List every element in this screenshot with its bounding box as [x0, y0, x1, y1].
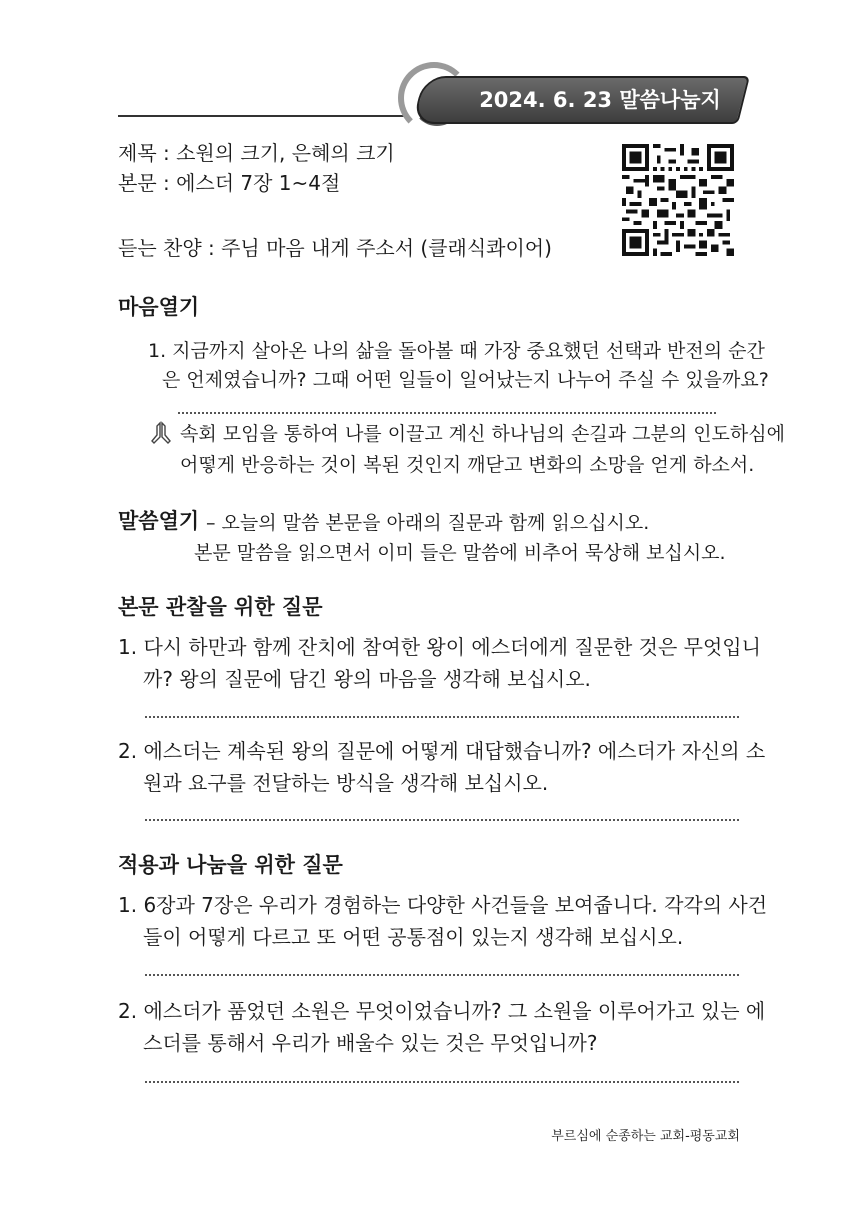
- observation-heading: 본문 관찰을 위한 질문: [118, 595, 323, 619]
- open-heart-question-1-line-2: 은 언제였습니까? 그때 어떤 일들이 일어났는지 나누어 주실 수 있을까요?: [162, 369, 769, 391]
- header-rule: [118, 115, 408, 117]
- prayer-line-2: 어떻게 반응하는 것이 복된 것인지 깨닫고 변화의 소망을 얻게 하소서.: [180, 454, 755, 476]
- application-question-1-line-2: 들이 어떻게 다르고 또 어떤 공통점이 있는지 생각해 보십시오.: [143, 925, 684, 949]
- open-word-heading: 말씀열기: [118, 509, 200, 533]
- praying-hands-icon: [148, 420, 174, 446]
- hymn-line: 듣는 찬양 : 주님 마음 내게 주소서 (클래식콰이어): [118, 236, 552, 260]
- answer-line: [178, 412, 716, 414]
- observation-question-2-line-2: 원과 요구를 전달하는 방식을 생각해 보십시오.: [143, 771, 549, 795]
- application-question-2-line-2: 스더를 통해서 우리가 배울수 있는 것은 무엇입니까?: [143, 1031, 598, 1055]
- application-heading: 적용과 나눔을 위한 질문: [118, 853, 343, 877]
- answer-line: [145, 1081, 739, 1083]
- application-question-1-line-1: 1. 6장과 7장은 우리가 경험하는 다양한 사건들을 보여줍니다. 각각의 사건: [118, 893, 768, 917]
- open-heart-heading: 마음열기: [118, 295, 200, 319]
- application-question-2-line-1: 2. 에스더가 품었던 소원은 무엇이었습니까? 그 소원을 이루어가고 있는 에: [118, 999, 766, 1023]
- answer-line: [145, 974, 739, 976]
- footer-church-name: 부르심에 순종하는 교회-평동교회: [551, 1129, 740, 1144]
- observation-question-2-line-1: 2. 에스더는 계속된 왕의 질문에 어떻게 대답했습니까? 에스더가 자신의 소: [118, 739, 766, 763]
- observation-question-1-line-2: 까? 왕의 질문에 담긴 왕의 마음을 생각해 보십시오.: [143, 667, 591, 691]
- page-title: 2024. 6. 23 말씀나눔지: [479, 88, 721, 112]
- open-heart-question-1-line-1: 1. 지금까지 살아온 나의 삶을 돌아볼 때 가장 중요했던 선택과 반전의 순간: [148, 340, 765, 362]
- open-word-line-2: 본문 말씀을 읽으면서 이미 들은 말씀에 비추어 묵상해 보십시오.: [194, 542, 726, 564]
- scripture-reference: 본문 : 에스더 7장 1~4절: [118, 171, 341, 195]
- prayer-line-1: 속회 모임을 통하여 나를 이끌고 계신 하나님의 손길과 그분의 인도하심에: [180, 423, 785, 445]
- answer-line: [145, 716, 739, 718]
- sermon-title: 제목 : 소원의 크기, 은혜의 크기: [118, 141, 395, 165]
- observation-question-1-line-1: 1. 다시 하만과 함께 잔치에 참여한 왕이 에스더에게 질문한 것은 무엇입니: [118, 635, 761, 659]
- answer-line: [145, 819, 739, 821]
- qr-code-icon[interactable]: [622, 144, 734, 256]
- open-word-line-1: – 오늘의 말씀 본문을 아래의 질문과 함께 읽으십시오.: [206, 512, 650, 534]
